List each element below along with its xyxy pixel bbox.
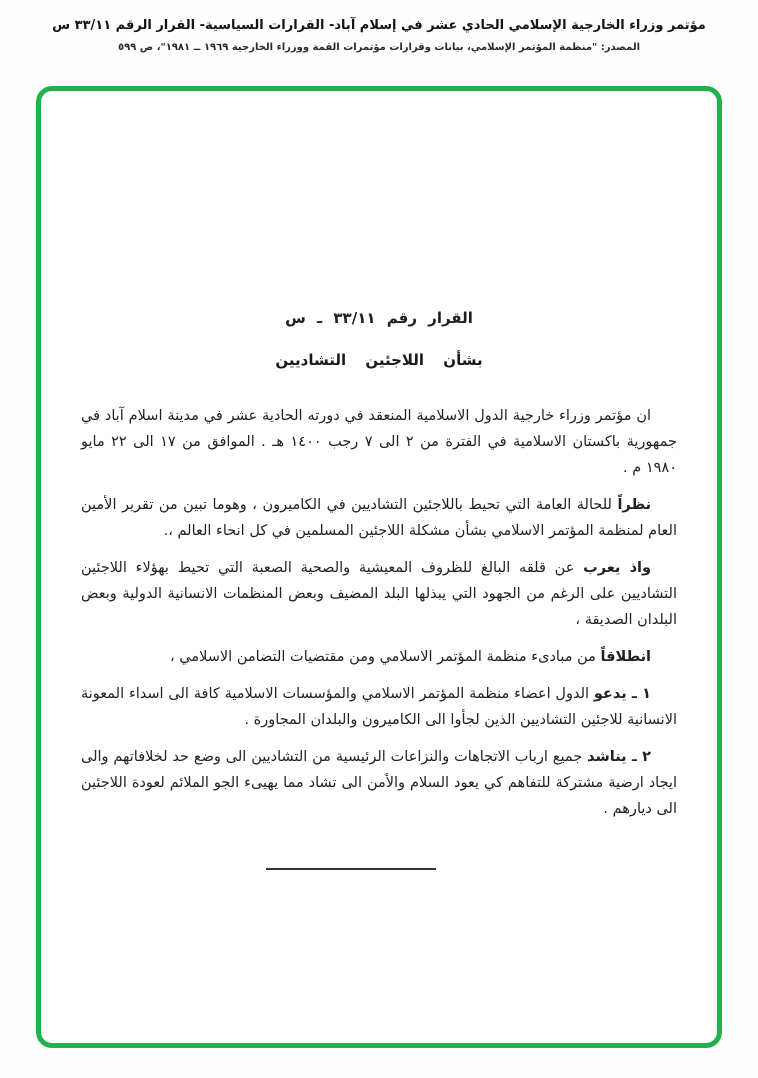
paragraph-concern <box>81 555 677 633</box>
paragraph-text: الدول اعضاء منظمة المؤتمر الاسلامي والمؤسسات الاسلامية كافة الى اسداء المعونة الانسانية للاجئين التشاديين الذين لجأوا الى الكاميرون والبلدان المجاورة . <box>81 686 677 728</box>
green-border-frame <box>36 86 722 1048</box>
paragraph-lead: ١ ـ يدعو <box>593 686 651 702</box>
paragraph-item-1 <box>81 681 677 733</box>
page-header <box>0 0 758 53</box>
paragraph-lead: ٢ ـ يناشد <box>587 749 651 765</box>
paragraph-text: ان مؤتمر وزراء خارجية الدول الاسلامية المنعقد في دورته الحادية عشر في مدينة اسلام آباد في جمهورية باكستان الاسلامية في الفترة من ٢ الى ٧ رجب ١٤٠٠ هـ . الموافق من ١٧ الى ٢٢ مايو ١٩٨٠ م . <box>81 408 677 476</box>
end-divider <box>266 868 436 870</box>
paragraph-basis <box>81 644 677 670</box>
document-source-line: المصدر: "منظمة المؤتمر الإسلامي، بيانات وقرارات مؤتمرات القمة ووزراء الخارجية ١٩٦٩ ــ ١٩٨١"، ص ٥٩٩ <box>117 41 641 53</box>
paragraph-lead: نظراً <box>617 497 652 513</box>
document-body <box>41 91 717 870</box>
paragraph-text: عن قلقه البالغ للظروف المعيشية والصحية الصعبة التي تحيط بهؤلاء اللاجئين التشاديين على الرغم من الجهود التي يبذلها البلد المضيف وبعض المنظمات الانسانية الدولية وبعض البلدان الصديقة ، <box>81 560 677 628</box>
paragraph-lead: انطلاقاً <box>600 649 651 665</box>
paragraph-preamble <box>81 403 677 481</box>
document-header-title: مؤتمر وزراء الخارجية الإسلامي الحادي عشر في إسلام آباد- القرارات السياسية- القرار الرقم ٣٣/١١ س <box>52 18 706 33</box>
paragraph-text: جميع ارباب الاتجاهات والنزاعات الرئيسية من التشاديين الى وضع حد لخلافاتهم والى ايجاد ارضية مشتركة للتفاهم كي يعود السلام والأمن الى تشاد مما يهيىء الجو الملائم لعودة اللاجئين الى ديارهم . <box>81 749 677 817</box>
paragraph-noting <box>81 492 677 544</box>
resolution-title: القرار رقم ٣٣/١١ ـ س <box>285 309 473 327</box>
paragraph-item-2 <box>81 744 677 822</box>
paragraph-text: من مبادىء منظمة المؤتمر الاسلامي ومن مقتضيات التضامن الاسلامي ، <box>169 649 596 665</box>
paragraph-text: للحالة العامة التي تحيط باللاجئين التشاديين في الكاميرون ، وهوما تبين من تقرير الأمين العام لمنظمة المؤتمر الاسلامي بشأن مشكلة اللاجئين المسلمين في كل انحاء العالم ،. <box>81 497 677 539</box>
paragraph-lead: واذ يعرب <box>583 560 651 576</box>
resolution-subject: بشأن اللاجئين التشاديين <box>275 351 483 369</box>
